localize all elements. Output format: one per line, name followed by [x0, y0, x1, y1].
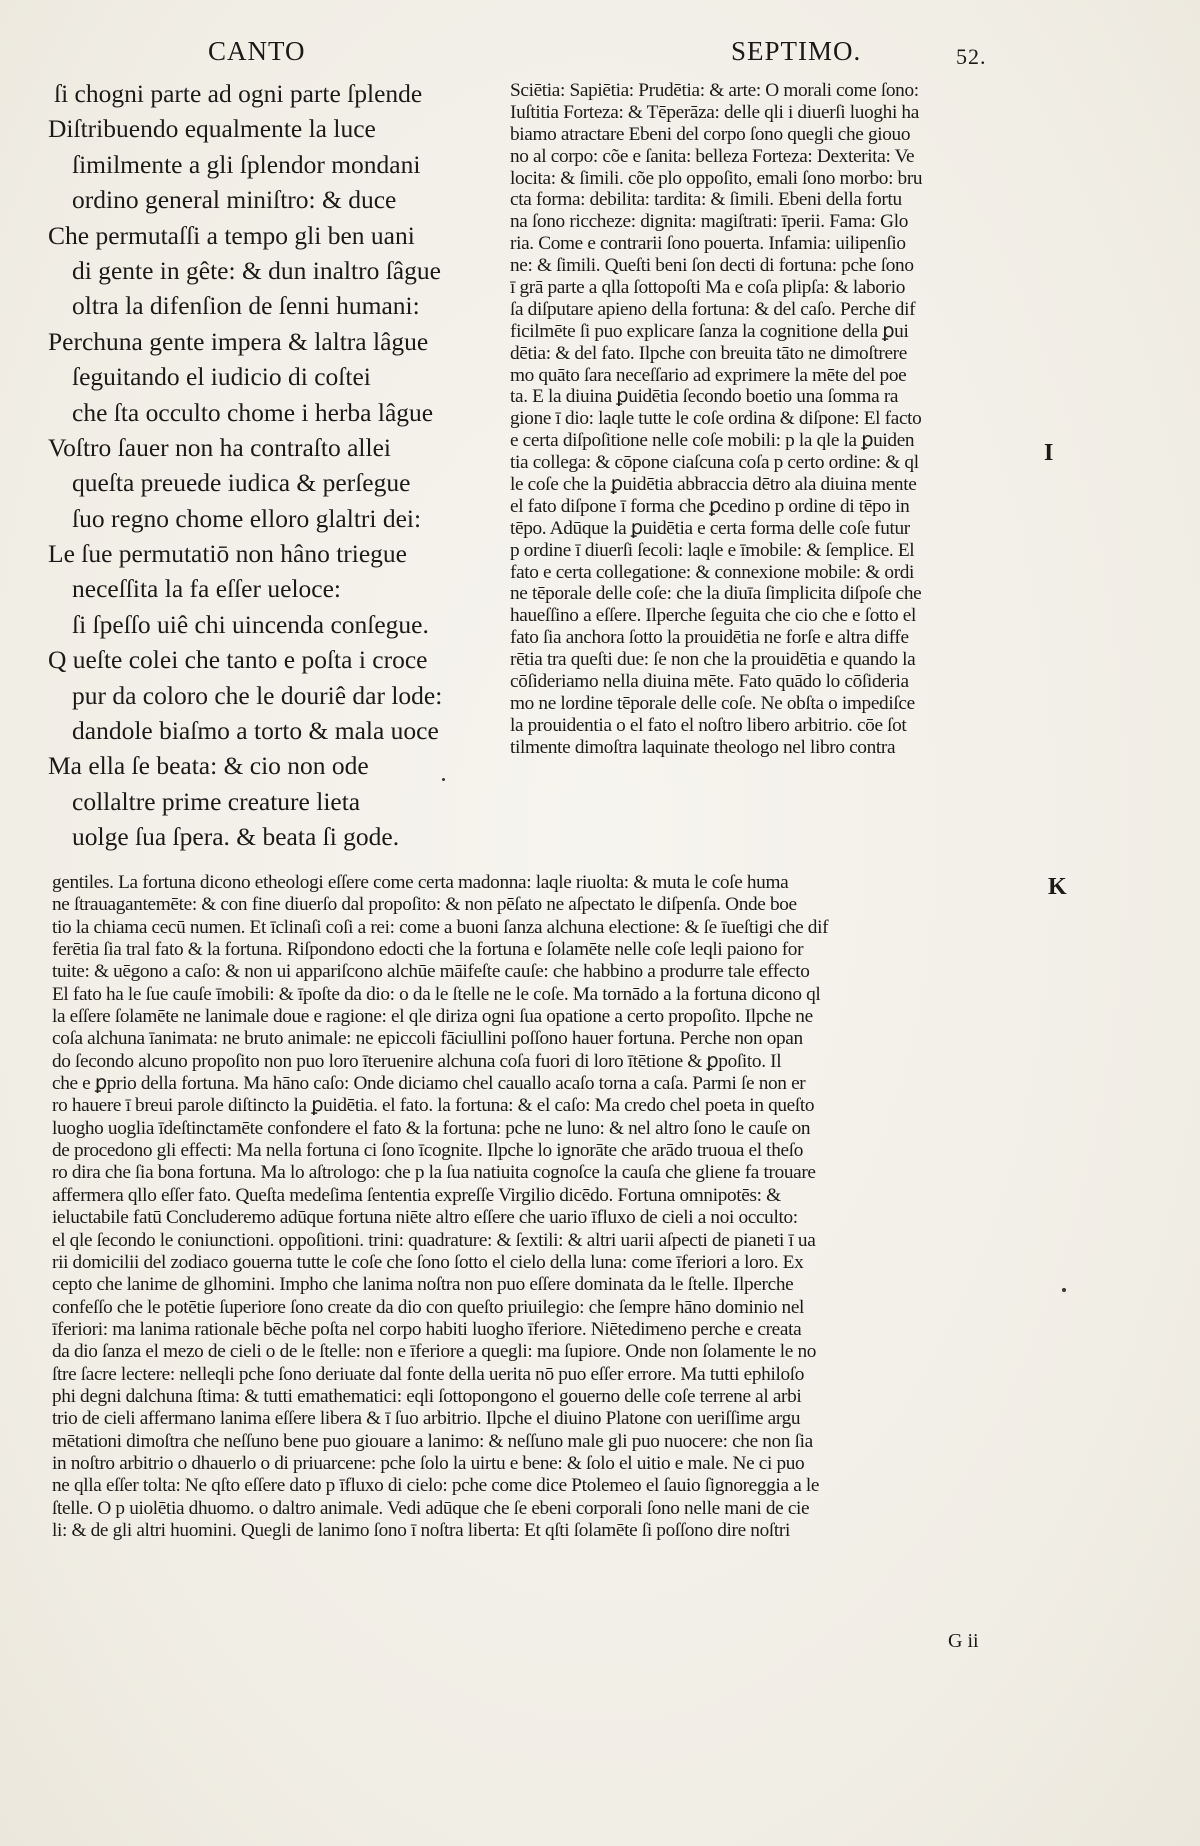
commentary-line: ne qlla eſſer tolta: Ne qſto eſſere dato p īfluxo di cielo: pche come dice Ptolemeo el ſauio ſignoreggia a le	[52, 1475, 820, 1497]
commentary-right-column	[510, 80, 1040, 759]
verse-line: collaltre prime creature lieta	[72, 786, 361, 816]
commentary-full-width	[52, 872, 1052, 1542]
commentary-line: mo quāto ſara neceſſario ad exprimere la mēte del poe	[510, 364, 907, 386]
commentary-line: confeſſo che le potētie ſuperiore ſono create da dio con queſto priuilegio: che ſempre hāno dominio nel	[52, 1296, 805, 1318]
verse-line: queſta preuede iudica & perſegue	[72, 468, 411, 498]
commentary-line: gione ī dio: laqle tutte le coſe ordina & diſpone: El facto	[510, 408, 922, 430]
verse-line: Voſtro ſauer non ha contraſto allei	[48, 432, 391, 462]
commentary-line: p ordine ī diuerſi ſecoli: laqle e īmobile: & ſemplice. El	[510, 539, 915, 561]
commentary-line: tēpo. Adūque la ꝑuidētia e certa forma delle coſe futur	[510, 517, 910, 539]
signature-mark: G ii	[948, 1630, 979, 1652]
commentary-line: cōſideriamo nella diuina mēte. Fato quādo lo cōſideria	[510, 671, 909, 693]
verse-line: ſeguitando el iudicio di coſtei	[72, 362, 371, 392]
commentary-line: dētia: & del fato. Ilpche con breuita tāto ne dimoſtrere	[510, 342, 907, 364]
commentary-line: ferētia ſia tral fato & la fortuna. Riſpondono edocti che la fortuna e ſolamēte nelle coſe leqli paiono for	[52, 939, 804, 961]
verse-line: che ſta occulto chome i herba lâgue	[72, 397, 434, 427]
commentary-line: Iuſtitia Forteza: & Tēperāza: delle qli i diuerſi luoghi ha	[510, 101, 919, 123]
commentary-line: ta. E la diuina ꝑuidētia ſecondo boetio una ſomma ra	[510, 386, 899, 408]
commentary-line: īferiori: ma lanima rationale bēche poſta nel corpo habiti luogho īferiore. Niētedimeno perche e creata	[52, 1318, 802, 1340]
commentary-line: ria. Come e contrarii ſono pouerta. Infamia: uilipenſio	[510, 233, 906, 255]
verse-line: neceſſita la fa eſſer ueloce:	[72, 574, 341, 604]
commentary-line: ne ſtrauagantemēte: & con fine diuerſo dal propoſito: & non pēſato ne aſpectato le diſpenſa. Onde boe	[52, 894, 797, 916]
verse-line: ſi ſpeſſo uiê chi uincenda conſegue.	[72, 609, 429, 639]
commentary-line: cepto che lanime de glhomini. Impho che lanima noſtra non puo eſſere dominata da le ſtelle. Ilperche	[52, 1274, 794, 1296]
commentary-line: tuite: & uēgono a caſo: & non ui appariſcono alchūe māifeſte cauſe: che habbino a produrre tale effecto	[52, 961, 810, 983]
commentary-line: fato ſia anchora ſotto la prouidētia ne forſe e altra diffe	[510, 627, 909, 649]
commentary-line: Sciētia: Sapiētia: Prudētia: & arte: O morali come ſono:	[510, 80, 919, 101]
commentary-line: cta forma: debilita: tardita: & ſimili. Ebeni della fortu	[510, 189, 902, 211]
verse-line: Ma ella ſe beata: & cio non ode	[48, 751, 369, 781]
ink-speck	[442, 778, 445, 781]
commentary-line: do ſecondo alcuno propoſito non puo loro īteruenire alchuna coſa fuori di loro ītētione & ꝑpoſito. Il	[52, 1050, 782, 1072]
verse-line: Perchuna gente impera & laltra lâgue	[48, 326, 429, 356]
verse-line: pur da coloro che le douriê dar lode:	[72, 680, 443, 710]
running-head-left: CANTO	[208, 36, 306, 66]
margin-note-i: I	[1044, 440, 1054, 466]
commentary-line: gentiles. La fortuna dicono etheologi eſſere come certa madonna: laqle riuolta: & muta le coſe huma	[52, 872, 789, 893]
commentary-line: le coſe che la ꝑuidētia abbraccia dētro ala diuina mente	[510, 474, 917, 496]
commentary-line: mētationi dimoſtra che neſſuno bene puo giouare a lanimo: & neſſuno male gli puo nuocere: che non ſia	[52, 1430, 813, 1452]
margin-note-k: K	[1048, 874, 1067, 900]
verse-line: Q ueſte colei che tanto e poſta i croce	[48, 645, 428, 675]
commentary-line: ne: & ſimili. Queſti beni ſon decti di fortuna: pche ſono	[510, 255, 914, 277]
verse-line: oltra la difenſion de ſenni humani:	[72, 291, 420, 321]
commentary-line: el qle ſecondo le coniunctioni. oppoſitioni. trini: quadrature: & ſextili: & altri uarii aſpecti de pianeti ī ua	[52, 1229, 816, 1251]
commentary-line: e certa diſpoſitione nelle coſe mobili: p la qle la ꝑuiden	[510, 430, 915, 452]
verse-line: Le ſue permutatiō non hâno triegue	[48, 539, 408, 569]
verse-line: ordino general miniſtro: & duce	[72, 185, 397, 215]
commentary-line: ficilmēte ſi puo explicare ſanza la cognitione della ꝑui	[510, 320, 909, 342]
commentary-line: ro hauere ī breui parole diſtincto la ꝑuidētia. el fato. la fortuna: & el caſo: Ma credo chel poeta in queſto	[52, 1095, 815, 1117]
commentary-line: tilmente dimoſtra laquinate theologo nel libro contra	[510, 736, 896, 758]
commentary-line: biamo atractare Ebeni del corpo ſono quegli che giouo	[510, 123, 911, 145]
commentary-line: ne tēporale delle coſe: che la diuīa ſimplicita diſpoſe che	[510, 583, 922, 605]
commentary-line: li: & de gli altri huomini. Quegli de lanimo ſono ī noſtra liberta: Et qſti ſolamēte ſi poſſono dire noſtri	[52, 1519, 790, 1541]
verse-line: dandole biaſmo a torto & mala uoce	[72, 716, 439, 746]
commentary-line: de procedono gli effecti: Ma nella fortuna ci ſono īcognite. Ilpche lo ignorāte che arādo truoua el theſo	[52, 1140, 803, 1162]
folio-number: 52.	[956, 44, 987, 69]
verse-column	[48, 76, 500, 855]
commentary-line: affermera qllo eſſer fato. Queſta medeſima ſententia expreſſe Virgilio dicēdo. Fortuna omnipotēs: &	[52, 1184, 781, 1206]
commentary-line: luogho uoglia īdeſtinctamēte confondere el fato & la fortuna: pche ne luno: & nel altro ſono le cauſe on	[52, 1117, 811, 1139]
commentary-line: el fato diſpone ī forma che ꝑcedino p ordine di tēpo in	[510, 495, 910, 517]
running-head	[0, 36, 1200, 76]
commentary-line: na ſono riccheze: dignita: magiſtrati: īperii. Fama: Glo	[510, 211, 909, 233]
commentary-line: rētia tra queſti due: ſe non che la prouidētia e quando la	[510, 649, 916, 671]
commentary-line: ſtre ſacre lectere: nelleqli pche ſono deriuate dal fonte della uerita nō puo eſſer errore. Ma tutti ephiloſo	[52, 1363, 805, 1385]
commentary-line: la prouidentia o el fato el noſtro libero arbitrio. cōe ſot	[510, 714, 907, 736]
commentary-line: El fato ha le ſue cauſe īmobili: & īpoſte da dio: o da le ſtelle ne le coſe. Ma tornādo a la fortuna dicono ql	[52, 983, 821, 1005]
commentary-line: no al corpo: cõe e ſanita: belleza Forteza: Dexterita: Ve	[510, 145, 915, 167]
verse-line: ſimilmente a gli ſplendor mondani	[72, 149, 421, 179]
commentary-line: rii domicilii del zodiaco gouerna tutte le coſe che ſono ſotto el cielo della luna: come īferiori a loro. Ex	[52, 1251, 804, 1273]
commentary-line: tia collega: & cōpone ciaſcuna coſa p certo ordine: & ql	[510, 452, 919, 474]
verse-line: uolge ſua ſpera. & beata ſi gode.	[72, 822, 400, 852]
commentary-line: haueſſino a eſſere. Ilperche ſeguita che cio che e ſotto el	[510, 605, 917, 627]
commentary-line: phi degni dalchuna ſtima: & tutti emathematici: eqli ſottopongono el gouerno delle coſe terrene al arbi	[52, 1385, 802, 1407]
commentary-line: che e ꝑprio della fortuna. Ma hāno caſo: Onde diciamo chel cauallo acaſo torna a caſa. Parmi ſe non er	[52, 1073, 806, 1095]
commentary-line: locita: & ſimili. cõe plo oppoſito, emali ſono morbo: bru	[510, 167, 923, 189]
commentary-line: da dio ſanza el mezo de cieli o de le ſtelle: non e īferiore a quegli: ma ſupiore. Onde non ſolamente le no	[52, 1341, 817, 1363]
verse-line: Che permutaſſi a tempo gli ben uani	[48, 220, 415, 250]
running-head-right: SEPTIMO.	[731, 36, 862, 66]
commentary-line: fato e certa collegatione: & connexione mobile: & ordi	[510, 561, 915, 583]
commentary-line: trio de cieli affermano lanima eſſere libera & ī ſuo arbitrio. Ilpche el diuino Platone con ueriſſime argu	[52, 1408, 801, 1430]
commentary-line: la eſſere ſolamēte ne lanimale doue e ragione: el qle diriza ogni ſua opatione a certo propoſito. Ilpche ne	[52, 1006, 813, 1028]
ink-speck	[1062, 1288, 1066, 1292]
verse-line: ſuo regno chome elloro glaltri dei:	[72, 503, 422, 533]
commentary-line: ī grā parte a qlla ſottopoſti Ma e coſa plipſa: & laborio	[510, 277, 906, 299]
commentary-line: coſa alchuna īanimata: ne bruto animale: ne epiccoli fāciullini poſſono hauer fortuna. Perche non opan	[52, 1028, 803, 1050]
verse-line: ſi chogni parte ad ogni parte ſplende	[54, 79, 423, 108]
verse-line: Diſtribuendo equalmente la luce	[48, 114, 376, 144]
commentary-line: ieluctabile fatū Concluderemo adūque fortuna niēte altro eſſere che uario īfluxo de cieli a noi occulto:	[52, 1207, 798, 1229]
commentary-line: tio la chiama cecū numen. Et īclinaſi coſi a rei: come a buoni ſanza alchuna electione: & ſe īueſtigi che dif	[52, 916, 829, 938]
commentary-line: mo ne lordine tēporale delle coſe. Ne obſta o impediſce	[510, 692, 915, 714]
commentary-line: in noſtro arbitrio o dhauerlo o di priuarcene: pche ſolo la uirtu e bene: & ſolo el uitio e male. Ne ci puo	[52, 1452, 805, 1474]
verse-line: di gente in gête: & dun inaltro ſâgue	[72, 255, 441, 285]
commentary-line: ro dira che ſia bona fortuna. Ma lo aſtrologo: che p la ſua natiuita cognoſce la cauſa che gliene fa trouare	[52, 1162, 816, 1184]
commentary-line: ſtelle. O p uiolētia dhuomo. o daltro animale. Vedi adūque che ſe ebeni corporali ſono nelle mani de cie	[52, 1497, 810, 1519]
commentary-line: ſa diſputare apieno della fortuna: & del caſo. Perche dif	[510, 298, 916, 320]
